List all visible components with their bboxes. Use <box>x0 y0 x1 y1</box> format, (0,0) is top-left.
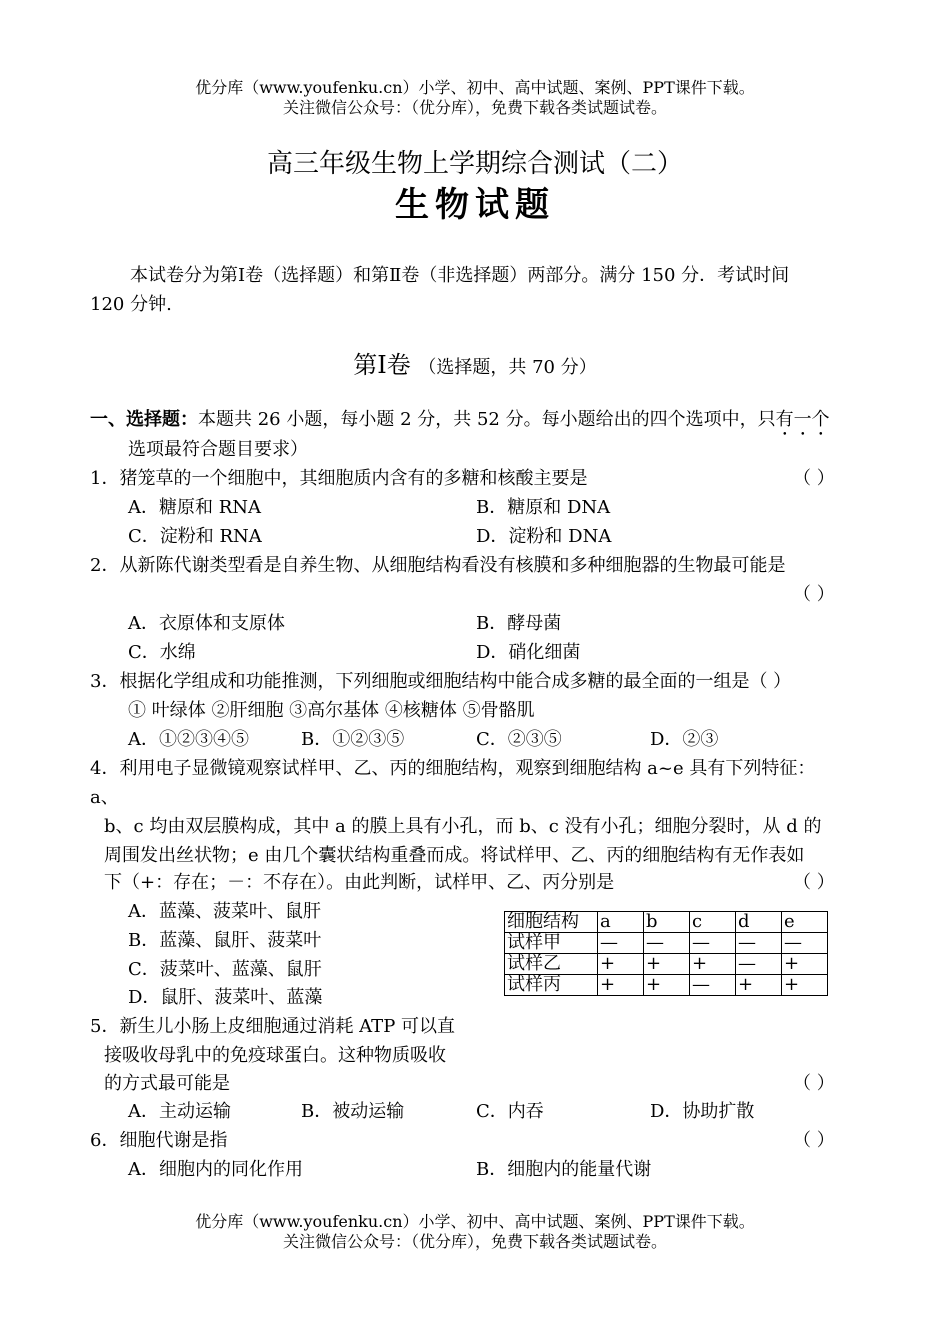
q5-stem-1: 5．新生儿小肠上皮细胞通过消耗 ATP 可以直 <box>90 1016 456 1037</box>
q6-option-b: B．细胞内的能量代谢 <box>476 1159 652 1180</box>
section-title: 第Ⅰ卷 <box>353 351 411 379</box>
q1-option-c: C．淀粉和 RNA <box>128 526 262 547</box>
q1-answer-paren: （ ） <box>793 468 835 489</box>
q3-option-d: D．②③ <box>650 729 719 750</box>
q4-stem-1: 4．利用电子显微镜观察试样甲、乙、丙的细胞结构，观察到细胞结构 a~e 具有下列特征： <box>90 758 816 779</box>
footer-line-2: 关注微信公众号：（优分库），免费下载各类试题试卷。 <box>282 1232 667 1251</box>
q6-answer-paren: （ ） <box>793 1130 835 1151</box>
part1-label: 一、选择题： <box>90 409 198 430</box>
table-row <box>505 933 828 954</box>
table-cell: — <box>690 975 736 996</box>
table-header-cell: b <box>644 912 690 933</box>
q4-stem-2: a、 <box>90 787 119 808</box>
exam-title: 高三年级生物上学期综合测试（二） <box>266 149 683 179</box>
header-line-2: 关注微信公众号：（优分库），免费下载各类试题试卷。 <box>282 98 667 117</box>
part1-instruction-line-2: 选项最符合题目要求） <box>128 439 308 460</box>
q6-stem: 6．细胞代谢是指 <box>90 1130 228 1151</box>
q4-option-b: B．蓝藻、鼠肝、菠菜叶 <box>128 930 322 951</box>
table-row <box>505 954 828 975</box>
q4-answer-paren: （ ） <box>793 872 835 893</box>
table-header-cell: a <box>598 912 644 933</box>
q2-option-c: C．水绵 <box>128 642 196 663</box>
q3-option-b: B．①②③⑤ <box>301 729 405 750</box>
intro-line-2: 120 分钟. <box>90 294 172 315</box>
q2-stem: 2．从新陈代谢类型看是自养生物、从细胞结构看没有核膜和多种细胞器的生物最可能是 <box>90 555 786 576</box>
table-cell: — <box>690 933 736 954</box>
q4-option-c: C．菠菜叶、蓝藻、鼠肝 <box>128 959 322 980</box>
q4-option-d: D．鼠肝、菠菜叶、蓝藻 <box>128 987 323 1008</box>
footer-line-1: 优分库（www.youfenku.cn）小学、初中、高中试题、案例、PPT课件下载。 <box>195 1212 755 1231</box>
q5-option-c: C．内吞 <box>476 1101 544 1122</box>
q5-stem-3: 的方式最可能是 <box>104 1073 230 1094</box>
table-cell: + <box>782 954 828 975</box>
header-line-1: 优分库（www.youfenku.cn）小学、初中、高中试题、案例、PPT课件下载。 <box>195 78 755 97</box>
q5-option-a: A．主动运输 <box>128 1101 231 1122</box>
q1-option-b: B．糖原和 DNA <box>476 497 611 518</box>
q1-option-d: D．淀粉和 DNA <box>476 526 612 547</box>
q3-option-a: A．①②③④⑤ <box>128 729 249 750</box>
table-header-row <box>505 912 828 933</box>
table-cell: 试样乙 <box>505 954 598 975</box>
part1-instruction <box>90 408 830 440</box>
q3-stem: 3．根据化学组成和功能推测，下列细胞或细胞结构中能合成多糖的最全面的一组是（ ） <box>90 671 792 692</box>
q5-stem-2: 接吸收母乳中的免疫球蛋白。这种物质吸收 <box>104 1045 446 1066</box>
q2-answer-paren: （ ） <box>793 584 835 605</box>
q3-option-c: C．②③⑤ <box>476 729 562 750</box>
table-cell: + <box>690 954 736 975</box>
part1-emphasis: 有一个 <box>775 409 830 430</box>
part1-text: 本题共 26 小题，每小题 2 分，共 52 分。每小题给出的四个选项中，只 <box>198 409 776 430</box>
q2-option-b: B．酵母菌 <box>476 613 562 634</box>
table-cell: — <box>644 933 690 954</box>
q5-answer-paren: （ ） <box>793 1073 835 1094</box>
table-cell: + <box>644 954 690 975</box>
table-cell: — <box>736 933 782 954</box>
q4-stem-5: 下（+：存在；－：不存在）。由此判断，试样甲、乙、丙分别是 <box>104 872 615 893</box>
table-cell: 试样丙 <box>505 975 598 996</box>
q1-option-a: A．糖原和 RNA <box>128 497 262 518</box>
table-cell: — <box>598 933 644 954</box>
q4-stem-3: b、c 均由双层膜构成，其中 a 的膜上具有小孔，而 b、c 没有小孔；细胞分裂时，从 d 的 <box>104 816 822 837</box>
table-cell: + <box>644 975 690 996</box>
table-cell: 试样甲 <box>505 933 598 954</box>
q4-option-a: A．蓝藻、菠菜叶、鼠肝 <box>128 901 321 922</box>
table-cell: + <box>598 954 644 975</box>
q2-option-a: A．衣原体和支原体 <box>128 613 285 634</box>
cell-structure-table <box>504 911 828 996</box>
table-header-cell: e <box>782 912 828 933</box>
table-cell: — <box>736 954 782 975</box>
intro-line-1: 本试卷分为第Ⅰ卷（选择题）和第Ⅱ卷（非选择题）两部分。满分 150 分．考试时间 <box>130 265 790 286</box>
table-header-cell: 细胞结构 <box>505 912 598 933</box>
q2-option-d: D．硝化细菌 <box>476 642 581 663</box>
table-header-cell: d <box>736 912 782 933</box>
table-cell: + <box>736 975 782 996</box>
table-cell: — <box>782 933 828 954</box>
table-cell: + <box>782 975 828 996</box>
section-heading <box>0 350 950 383</box>
table-cell: + <box>598 975 644 996</box>
q3-items: ① 叶绿体 ②肝细胞 ③高尔基体 ④核糖体 ⑤骨骼肌 <box>128 700 535 721</box>
q4-stem-4: 周围发出丝状物；e 由几个囊状结构重叠而成。将试样甲、乙、丙的细胞结构有无作表如 <box>104 845 805 866</box>
q6-option-a: A．细胞内的同化作用 <box>128 1159 303 1180</box>
q1-stem: 1．猪笼草的一个细胞中，其细胞质内含有的多糖和核酸主要是 <box>90 468 588 489</box>
exam-subtitle: 生物试题 <box>395 185 555 225</box>
table-row <box>505 975 828 996</box>
table-header-cell: c <box>690 912 736 933</box>
q5-option-d: D．协助扩散 <box>650 1101 755 1122</box>
section-note: （选择题，共 70 分） <box>418 357 597 378</box>
q5-option-b: B．被动运输 <box>301 1101 405 1122</box>
